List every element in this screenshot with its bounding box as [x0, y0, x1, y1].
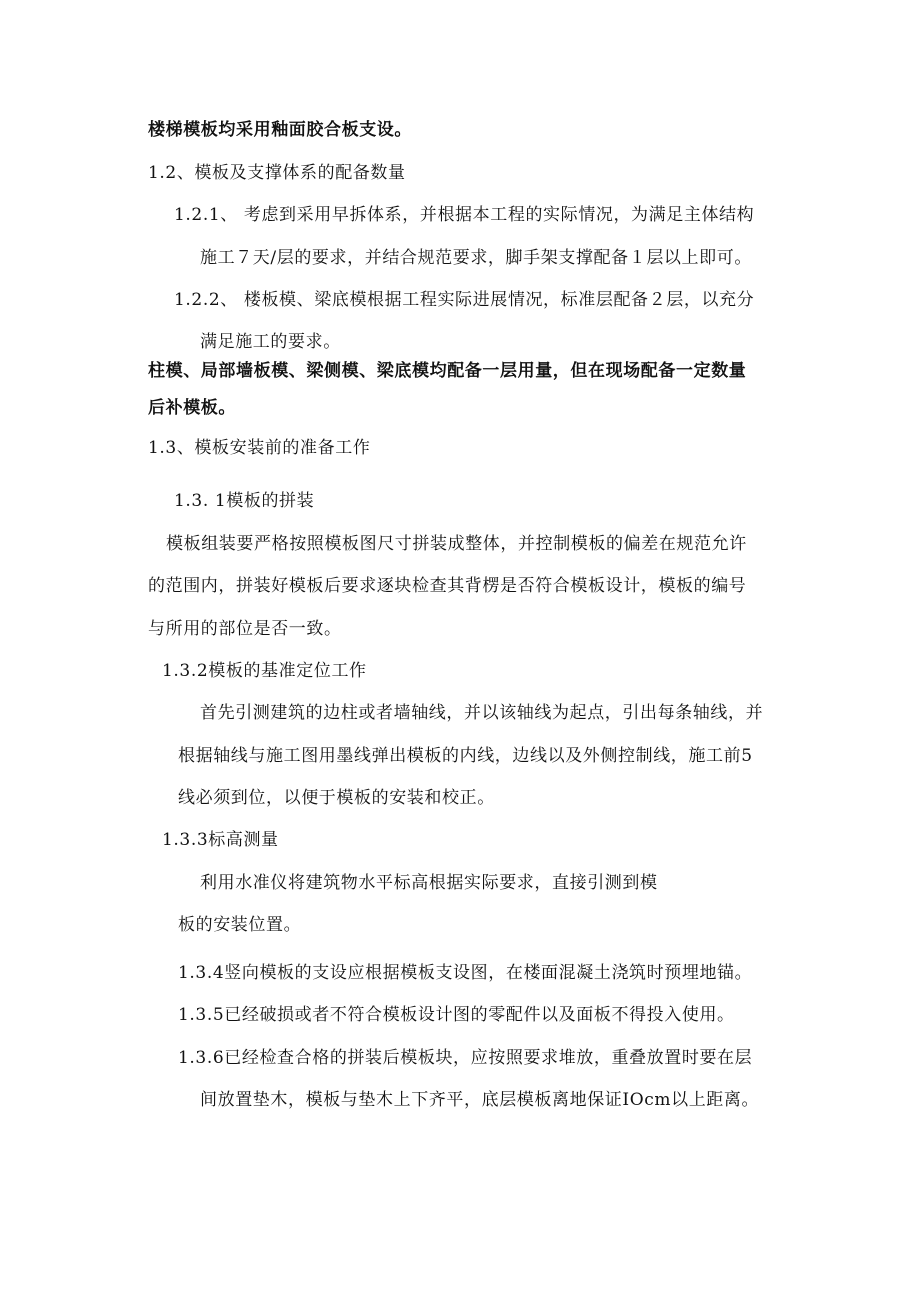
- paragraph-positioning-line1: 首先引测建筑的边柱或者墙轴线，并以该轴线为起点，引出每条轴线，并: [200, 703, 764, 723]
- item-1-3-5: 1.3.5已经破损或者不符合模板设计图的零配件以及面板不得投入使用。: [178, 1005, 735, 1025]
- paragraph-assembly-line1: 模板组装要严格按照模板图尺寸拼装成整体，并控制模板的偏差在规范允许: [166, 534, 747, 554]
- paragraph-positioning-line3: 线必须到位，以便于模板的安装和校正。: [178, 788, 495, 808]
- item-1-2-1-line2: 施工７天/层的要求，并结合规范要求，脚手架支撑配备１层以上即可。: [200, 248, 752, 268]
- item-1-2-1-line1: 1.2.1、 考虑到采用早拆体系，并根据本工程的实际情况，为满足主体结构: [174, 205, 755, 225]
- item-1-2-2-line2: 满足施工的要求。: [200, 332, 341, 352]
- heading-1-3-3: 1.3.3标高测量: [162, 830, 279, 850]
- item-1-3-4: 1.3.4竖向模板的支设应根据模板支设图，在楼面混凝土浇筑时预埋地锚。: [178, 963, 753, 983]
- paragraph-elevation-line2: 板的安装位置。: [178, 915, 302, 935]
- paragraph-column-formwork-line1: 柱模、局部墙板模、梁侧模、梁底模均配备一层用量，但在现场配备一定数量: [148, 361, 747, 381]
- item-1-3-6-line2: 间放置垫木，模板与垫木上下齐平，底层模板离地保证IOcm以上距离。: [200, 1090, 760, 1110]
- item-1-2-2-line1: 1.2.2、 楼板模、梁底模根据工程实际进展情况，标准层配备２层，以充分: [174, 290, 755, 310]
- paragraph-assembly-line2: 的范围内，拼装好模板后要求逐块检查其背楞是否符合模板设计，模板的编号: [148, 576, 747, 596]
- paragraph-assembly-line3: 与所用的部位是否一致。: [148, 619, 342, 639]
- heading-1-3-2: 1.3.2模板的基准定位工作: [162, 661, 367, 681]
- heading-1-3-1: 1.3. 1模板的拼装: [174, 491, 315, 511]
- paragraph-column-formwork-line2: 后补模板。: [148, 398, 236, 418]
- heading-1-2: 1.2、模板及支撑体系的配备数量: [148, 163, 406, 183]
- item-1-3-6-line1: 1.3.6已经检查合格的拼装后模板块，应按照要求堆放，重叠放置时要在层: [178, 1048, 753, 1068]
- paragraph-elevation-line1: 利用水准仪将建筑物水平标高根据实际要求，直接引测到模: [200, 873, 658, 893]
- paragraph-stair-formwork: 楼梯模板均采用釉面胶合板支设。: [148, 120, 412, 140]
- heading-1-3: 1.3、模板安装前的准备工作: [148, 438, 371, 458]
- paragraph-positioning-line2: 根据轴线与施工图用墨线弹出模板的内线，边线以及外侧控制线，施工前5: [178, 746, 753, 766]
